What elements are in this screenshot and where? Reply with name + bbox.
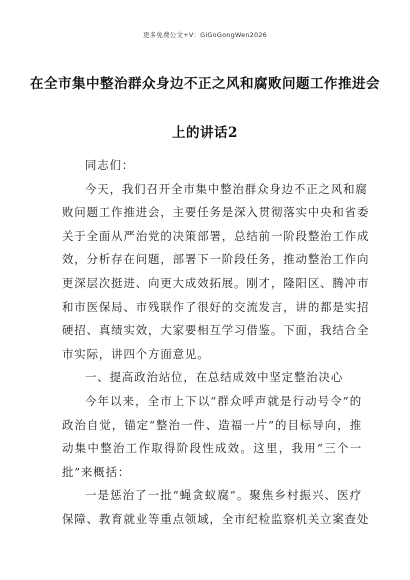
body-line: 败问题工作推进会，主要任务是深入贯彻落实中央和省委: [62, 205, 370, 220]
body-line: 政治自觉，锚定“整治一件、造福一片”的目标导向，推: [62, 417, 362, 432]
body-line: 和市医保局、市残联作了很好的交流发言，讲的都是实招: [62, 299, 370, 314]
body-line: 一是惩治了一批“蝇贪蚁腐”。聚焦乡村振兴、医疗: [85, 488, 362, 503]
header-watermark: 更多免费公文+V：GiGoGongWen2026: [142, 31, 267, 39]
page-subtitle: 上的讲话2: [172, 125, 238, 141]
body-line: 更深层次挺进、向更大成效拓展。刚才，隆阳区、腾冲市: [62, 275, 370, 290]
body-line: 硬招、真绩实效，大家要相互学习借鉴。下面，我结合全: [62, 323, 370, 338]
page-title: 在全市集中整治群众身边不正之风和腐败问题工作推进会: [30, 76, 380, 92]
body-line: 一、提高政治站位，在总结成效中坚定整治决心: [85, 370, 344, 385]
body-line: 今年以来，全市上下以“群众呼声就是行动号令”的: [85, 393, 362, 408]
body-line: 批”来概括：: [62, 464, 131, 479]
body-line: 动集中整治工作取得阶段性成效。这里，我用“三个一: [62, 441, 362, 456]
body-line: 效，分析存在问题，部署下一阶段任务，推动整治工作向: [62, 252, 370, 267]
body-line: 同志们：: [85, 158, 135, 172]
speech-body: [62, 154, 370, 532]
body-line: 市实际，讲四个方面意见。: [62, 346, 210, 361]
body-line: 今天，我们召开全市集中整治群众身边不正之风和腐: [85, 181, 368, 196]
body-line: 关于全面从严治党的决策部署，总结前一阶段整治工作成: [62, 228, 370, 243]
body-line: 保障、教育就业等重点领域，全市纪检监察机关立案查处: [62, 511, 370, 526]
